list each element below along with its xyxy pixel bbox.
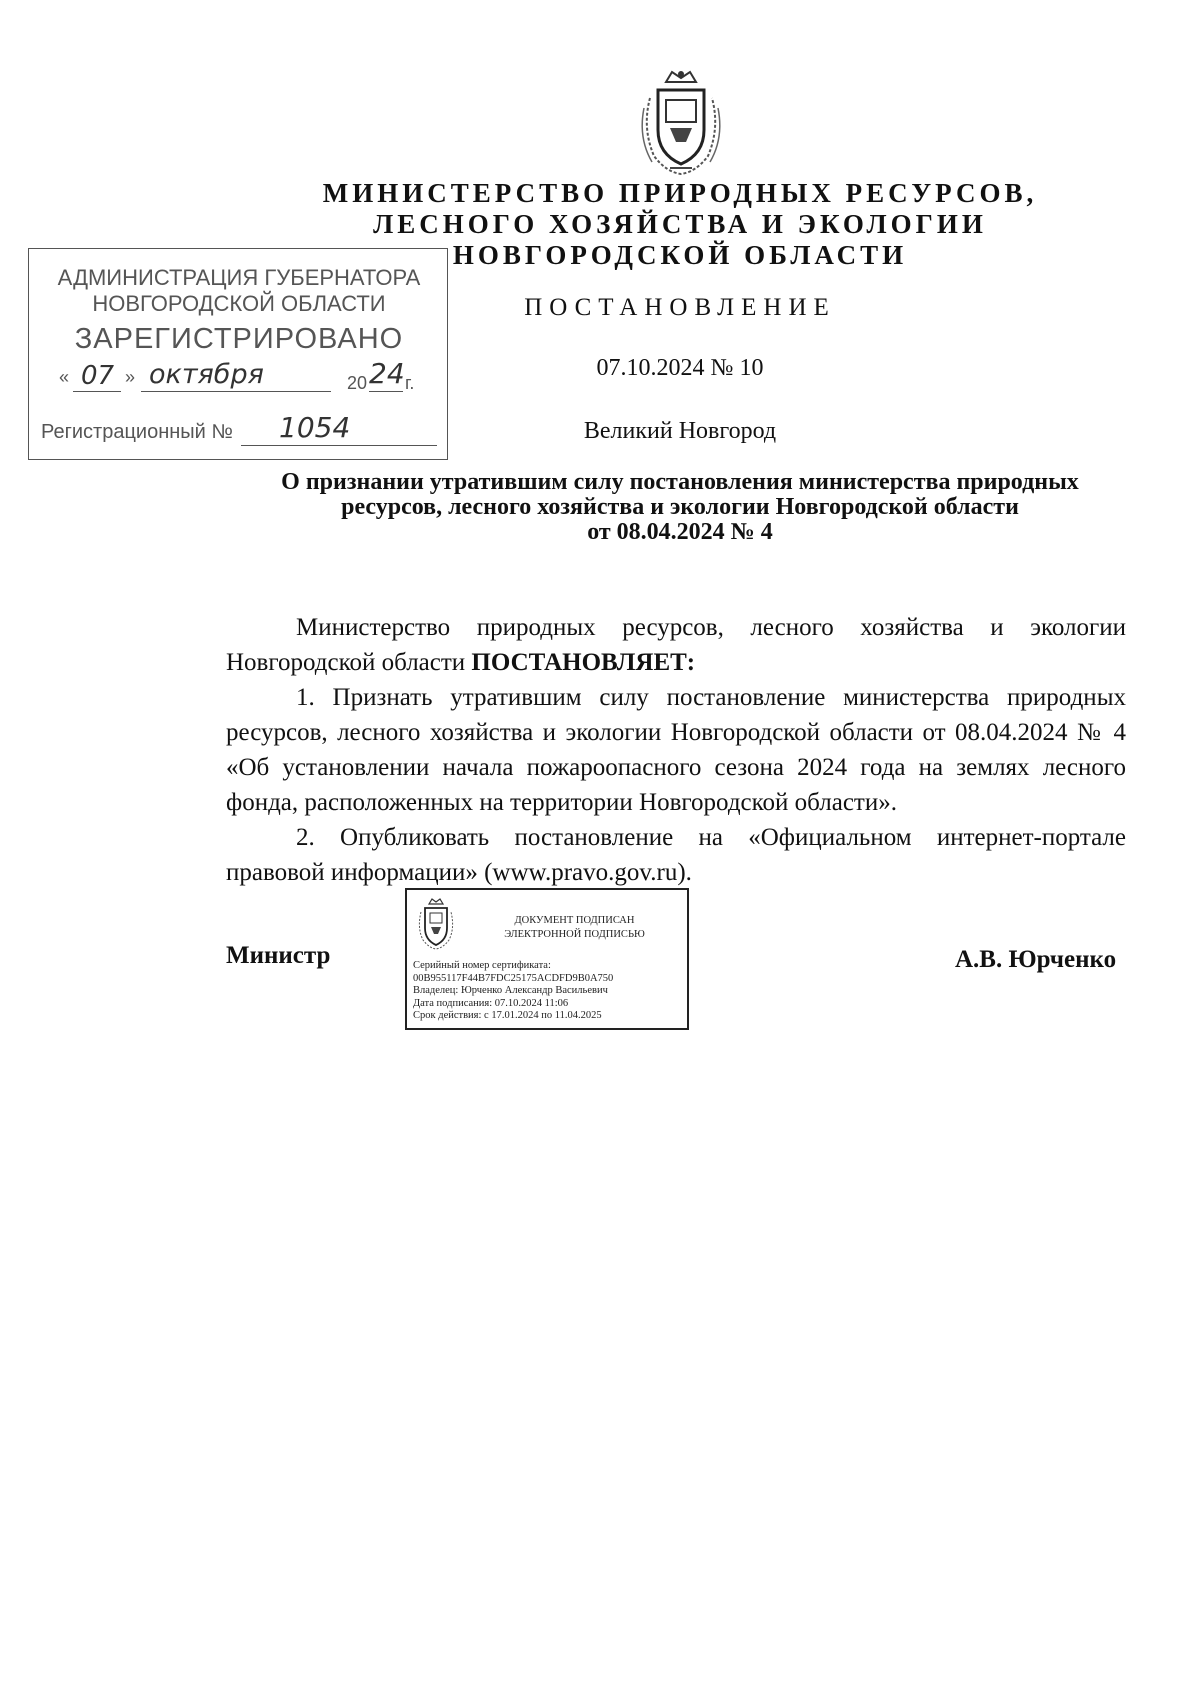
- ministry-title-line-1: МИНИСТЕРСТВО ПРИРОДНЫХ РЕСУРСОВ,: [322, 178, 1038, 208]
- stamp-day-line: [73, 391, 121, 392]
- document-date-number: 07.10.2024 № 10: [596, 355, 764, 381]
- stamp-day-handwritten: 07: [81, 361, 115, 391]
- stamp-month-line: [141, 391, 331, 392]
- esig-title: [467, 914, 682, 942]
- stamp-year-unit: г.: [405, 373, 415, 393]
- body-item-1: 1. Признать утратившим силу постановление министерства природных ресурсов, лесного хозяйства и экологии Новгородской области от 08.04.2024 № 4 «Об установлении начала пожароопасного сезона 2024 года на землях лесного фонда, расположенных на территории Новгородской области».: [226, 684, 1126, 816]
- stamp-registration-label: Регистрационный №: [41, 421, 233, 443]
- esig-title-line-2: ЭЛЕКТРОННОЙ ПОДПИСЬЮ: [504, 929, 645, 940]
- document-type: ПОСТАНОВЛЕНИЕ: [524, 294, 836, 321]
- document-city: Великий Новгород: [583, 418, 777, 444]
- ministry-title-line-2: ЛЕСНОГО ХОЗЯЙСТВА И ЭКОЛОГИИ: [373, 209, 987, 239]
- esig-validity: Срок действия: с 17.01.2024 по 11.04.2025: [413, 1010, 602, 1021]
- stamp-month-handwritten: октября: [149, 359, 264, 390]
- stamp-quote-mark-close: »: [125, 367, 136, 387]
- stamp-org-line-1: АДМИНИСТРАЦИЯ ГУБЕРНАТОРА: [57, 265, 421, 290]
- subject-line-1: О признании утратившим силу постановления министерства природных: [281, 469, 1079, 495]
- electronic-signature-stamp: [405, 888, 689, 1030]
- esig-serial-label: Серийный номер сертификата:: [413, 960, 551, 971]
- coat-of-arms-small-icon: [415, 898, 457, 952]
- stamp-reg-number-handwritten: 1054: [279, 411, 351, 444]
- stamp-year-handwritten: 24: [369, 357, 405, 390]
- document-body: [226, 610, 1126, 890]
- esig-details: [413, 960, 683, 1023]
- signatory-name: А.В. Юрченко: [955, 946, 1117, 973]
- document-subject: [225, 470, 1135, 545]
- stamp-quote-mark: «: [59, 367, 70, 387]
- subject-line-2: ресурсов, лесного хозяйства и экологии Новгородской области: [341, 494, 1019, 520]
- ministry-title-line-3: НОВГОРОДСКОЙ ОБЛАСТИ: [452, 240, 908, 270]
- stamp-organization: [29, 265, 449, 317]
- registration-stamp: [28, 248, 448, 460]
- body-intro: [226, 610, 1126, 680]
- esig-title-line-1: ДОКУМЕНТ ПОДПИСАН: [514, 915, 635, 926]
- stamp-year-line: [369, 391, 403, 392]
- body-intro-text: Министерство природных ресурсов, лесного хозяйства и экологии Новгородской области: [226, 614, 1126, 676]
- stamp-reg-line: [241, 445, 437, 446]
- stamp-status: ЗАРЕГИСТРИРОВАНО: [74, 323, 404, 355]
- body-item-2: 2. Опубликовать постановление на «Официальном интернет-портале правовой информации» (www.pravo.gov.ru).: [226, 824, 1126, 886]
- coat-of-arms-icon: [636, 68, 726, 180]
- signatory-position: Министр: [226, 942, 331, 969]
- stamp-org-line-2: НОВГОРОДСКОЙ ОБЛАСТИ: [92, 291, 386, 316]
- esig-owner: Владелец: Юрченко Александр Васильевич: [413, 985, 608, 996]
- stamp-year-prefix: 20: [347, 373, 368, 393]
- esig-serial: 00B955117F44B7FDC25175ACDFD9B0A750: [413, 972, 614, 984]
- body-intro-bold: ПОСТАНОВЛЯЕТ:: [471, 649, 696, 676]
- subject-line-3: от 08.04.2024 № 4: [587, 519, 773, 545]
- esig-signed-date: Дата подписания: 07.10.2024 11:06: [413, 997, 569, 1009]
